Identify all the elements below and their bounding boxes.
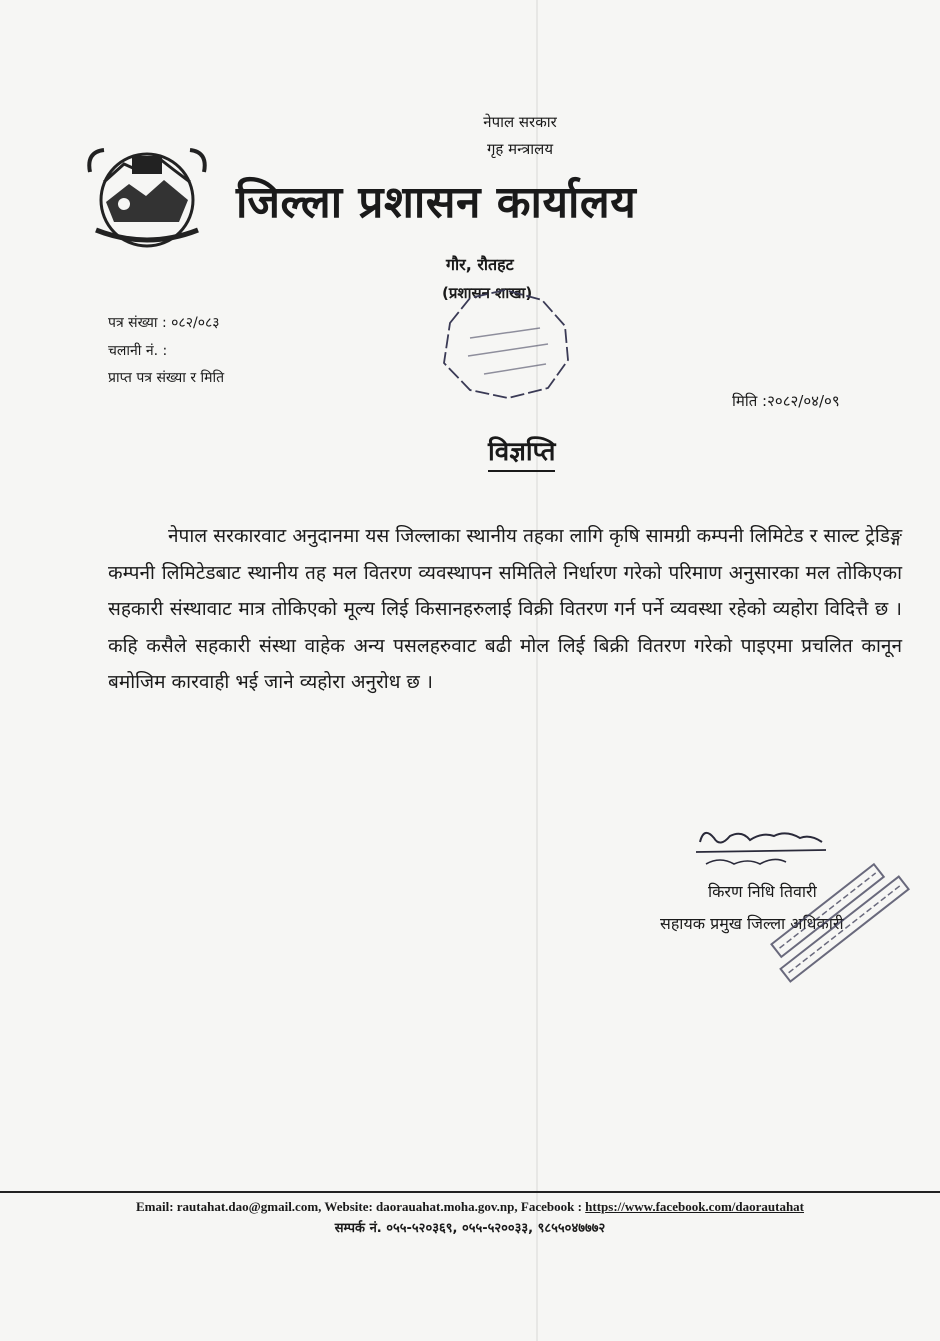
signatory-name: किरण निधि तिवारी: [708, 882, 817, 901]
footer-phone-numbers: सम्पर्क नं. ०५५-५२०३६९, ०५५-५२००३३, ९८५५०४७७७२: [334, 1221, 606, 1236]
office-round-stamp-icon: [430, 278, 580, 403]
received-reference: प्राप्त पत्र संख्या र मिति: [108, 370, 225, 386]
footer-contact-line: [0, 1199, 940, 1215]
dispatch-number: चलानी नं. :: [108, 343, 168, 359]
notice-subject: विज्ञप्ति: [488, 432, 555, 472]
signatory-title: सहायक प्रमुख जिल्ला अधिकारी: [660, 914, 844, 933]
ministry-name: गृह मन्त्रालय: [486, 140, 554, 158]
official-designation-stamp-icon: [740, 845, 930, 995]
nepal-government-emblem-icon: [84, 142, 210, 250]
footer-email-website: Email: rautahat.dao@gmail.com, Website: daorauahat.moha.gov.np, Facebook :: [135, 1199, 586, 1214]
letter-number: पत्र संख्या : ०८२/०८३: [108, 315, 220, 331]
notice-body: नेपाल सरकारवाट अनुदानमा यस जिल्लाका स्थानीय तहका लागि कृषि सामग्री कम्पनी लिमिटेड र साल्ट ट्रेडिङ्ग कम्पनी लिमिटेडबाट स्थानीय तह मल वितरण व्यवस्थापन समितिले निर्धारण गरेको परिमाण अनुसारका मल तोकिएका सहकारी संस्थावाट मात्र तोकिएको मूल्य लिई किसानहरुलाई विक्री वितरण गर्न पर्ने व्यवस्था रहेको व्यहोरा विदित्तै छ । कहि कसैले सहकारी संस्था वाहेक अन्य पसलहरुवाट बढी मोल लिई बिक्री वितरण गरेको पाइएमा प्रचलित कानून बमोजिम कारवाही भई जाने व्यहोरा अनुरोध छ ।: [108, 525, 902, 693]
office-location: गौर, रौतहट: [446, 255, 514, 274]
office-title: जिल्ला प्रशासन कार्यालय: [236, 177, 637, 228]
facebook-link[interactable]: https://www.facebook.com/daorautahat: [585, 1199, 805, 1214]
office-section: (प्रशासन शाखा): [442, 284, 533, 302]
letter-date: मिति :२०८२/०४/०९: [732, 392, 840, 410]
footer-divider: [0, 1191, 940, 1193]
government-name: नेपाल सरकार: [483, 113, 557, 131]
